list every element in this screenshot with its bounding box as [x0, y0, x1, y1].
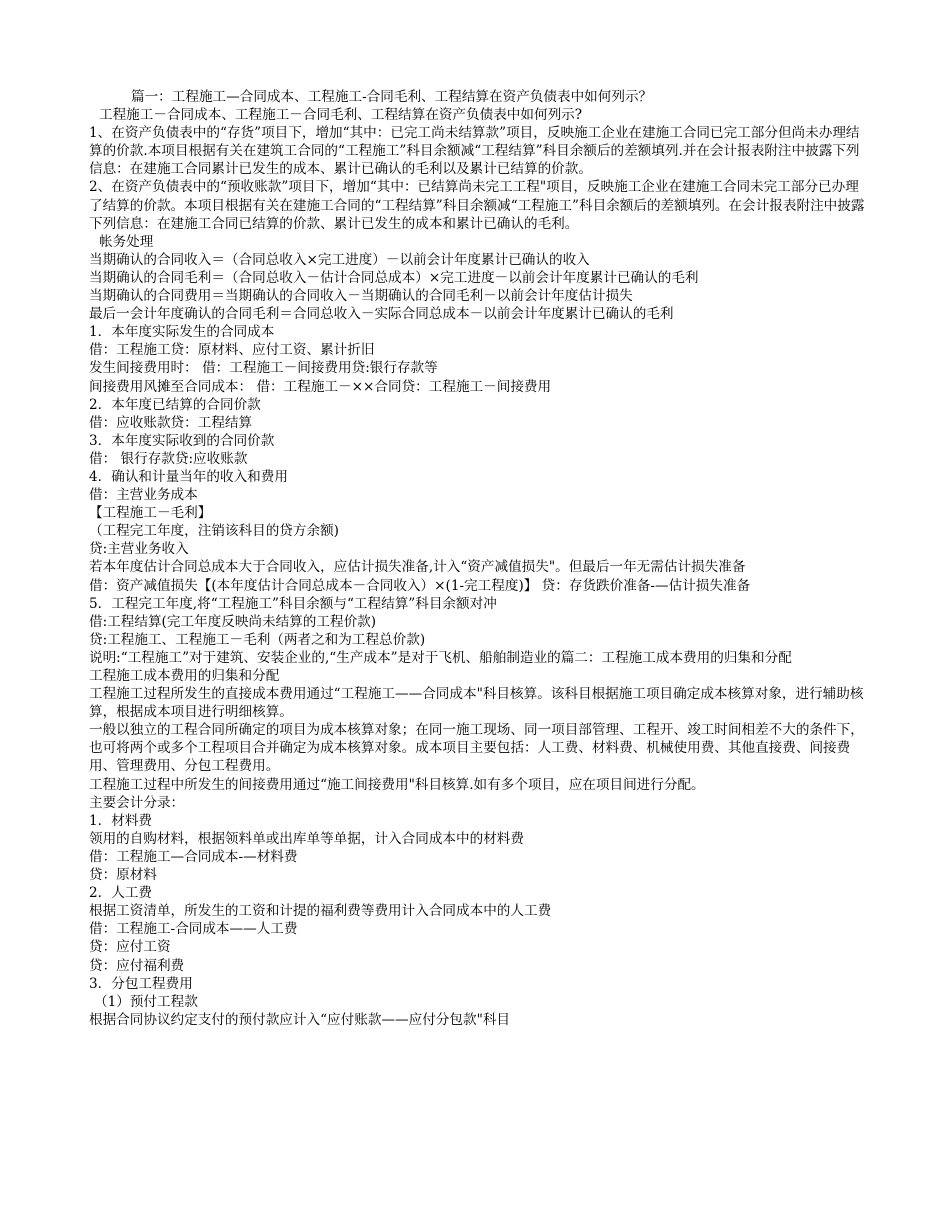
list-item: 5．工程完工年度,将“工程施工”科目余额与“工程结算”科目余额对冲: [89, 595, 497, 612]
section-title: 主要会计分录：: [89, 794, 185, 811]
journal-entry: 贷：应付工资: [89, 939, 171, 956]
formula-line: 最后一会计年度确认的合同毛利＝合同总收入－实际合同总成本－以前会计年度累计已确认的毛利: [89, 306, 674, 323]
paragraph: 说明:“工程施工”对于建筑、安装企业的,“生产成本”是对于飞机、船舶制造业的篇二：工程施工成本费用的归集和分配: [89, 649, 792, 666]
paragraph: 若本年度估计合同总成本大于合同收入，应估计损失准备,计入“资产减值损失"。但最后一年无需估计损失准备: [89, 559, 746, 576]
paragraph: 工程施工过程中所发生的间接费用通过“施工间接费用"科目核算.如有多个项目，应在项目间进行分配。: [89, 776, 705, 793]
paragraph: 领用的自购材料，根据领料单或出库单等单据，计入合同成本中的材料费: [89, 830, 524, 847]
journal-entry: 借：工程施工—合同成本-—材料费: [89, 848, 298, 865]
journal-entry: 贷：原材料: [89, 867, 157, 884]
list-item: 3．本年度实际收到的合同价款: [89, 432, 275, 449]
journal-entry: 贷：应付福利费: [89, 957, 185, 974]
list-item: 3．分包工程费用: [89, 975, 193, 992]
paragraph: 工程施工过程所发生的直接成本费用通过“工程施工——合同成本"科目核算。该科目根据施工项目确定成本核算对象，进行辅助核算，根据成本项目进行明细核算。: [89, 686, 864, 721]
sub-list-item: （1）预付工程款: [94, 993, 198, 1010]
journal-entry: 借：工程施工-合同成本——人工费: [89, 921, 298, 938]
heading-part-one: 篇一：工程施工—合同成本、工程施工-合同毛利、工程结算在资产负债表中如何列示？: [131, 89, 653, 105]
journal-entry: 借：主营业务成本: [89, 487, 198, 504]
journal-entry: 发生间接费用时： 借：工程施工－间接费用贷:银行存款等: [89, 360, 438, 377]
journal-note: （工程完工年度，注销该科目的贷方余额): [89, 523, 339, 540]
journal-entry: 贷:主营业务收入: [89, 541, 189, 558]
section-title: 帐务处理: [99, 233, 154, 250]
subheading-question: 工程施工－合同成本、工程施工－合同毛利、工程结算在资产负债表中如何列示?: [99, 107, 583, 124]
list-item: 2．人工费: [89, 885, 153, 902]
list-item: 1．本年度实际发生的合同成本: [89, 324, 275, 341]
paragraph: 一般以独立的工程合同所确定的项目为成本核算对象；在同一施工现场、同一项目部管理、工程开、竣工时间相差不大的条件下，也可将两个或多个工程项目合并确定为成本核算对象。成本项目主要包括：人工费、材料费、机械使用费、其他直接费、间接费用、管理费用、分包工程费用。: [89, 722, 864, 775]
journal-entry: 借：资产减值损失【(本年度估计合同总成本－合同收入）×(1-完工程度)】 贷：存货跌价准备-—估计损失准备: [89, 577, 751, 594]
document-body: [89, 88, 865, 1029]
list-item: 4．确认和计量当年的收入和费用: [89, 468, 288, 485]
formula-line: 当期确认的合同收入＝（合同总收入×完工进度）－以前会计年度累计已确认的收入: [89, 251, 590, 268]
formula-line: 当期确认的合同费用＝当期确认的合同收入－当期确认的合同毛利－以前会计年度估计损失: [89, 288, 633, 305]
journal-entry: 借：应收账款贷：工程结算: [89, 414, 253, 431]
paragraph: 根据合同协议约定支付的预付款应计入“应付账款——应付分包款"科目: [89, 1011, 511, 1028]
list-item: 2．本年度已结算的合同价款: [89, 396, 261, 413]
journal-entry: 间接费用风摊至合同成本： 借：工程施工－××合同贷：工程施工－间接费用: [89, 378, 552, 395]
formula-line: 当期确认的合同毛利＝（合同总收入－估计合同总成本）×完工进度－以前会计年度累计已确认的毛利: [89, 269, 699, 286]
section-title: 工程施工成本费用的归集和分配: [89, 668, 280, 684]
paragraph: 1、在资产负债表中的“存货”项目下，增加“其中：已完工尚未结算款”项目，反映施工企业在建施工合同已完工部分但尚未办理结算的价款.本项目根据有关在建筑工合同的“工程施工”科目余额减“工程结算”科目余额后的差额填列.并在会计报表附注中披露下列信息：在建施工合同累计已发生的成本、累计已确认的毛利以及累计已结算的价款。: [89, 125, 860, 178]
journal-entry: 借：工程施工贷：原材料、应付工资、累计折旧: [89, 342, 375, 359]
journal-entry: 【工程施工－毛利】: [89, 505, 212, 522]
journal-entry: 借:工程结算(完工年度反映尚未结算的工程价款): [89, 613, 377, 630]
paragraph: 2、在资产负债表中的“预收账款”项目下，增加“其中：已结算尚未完工工程"项目，反映施工企业在建施工合同未完工部分已办理了结算的价款。本项目根据有关在建施工合同的“工程结算”科目余额减“工程施工”科目余额后的差额填列。在会计报表附注中披露下列信息：在建施工合同已结算的价款、累计已发生的成本和累计已确认的毛利。: [89, 179, 865, 232]
paragraph: 根据工资清单，所发生的工资和计提的福利费等费用计入合同成本中的人工费: [89, 903, 552, 920]
journal-entry: 贷:工程施工、工程施工－毛利（两者之和为工程总价款): [89, 631, 426, 648]
list-item: 1．材料费: [89, 812, 153, 829]
journal-entry: 借： 银行存款贷:应收账款: [89, 450, 248, 467]
